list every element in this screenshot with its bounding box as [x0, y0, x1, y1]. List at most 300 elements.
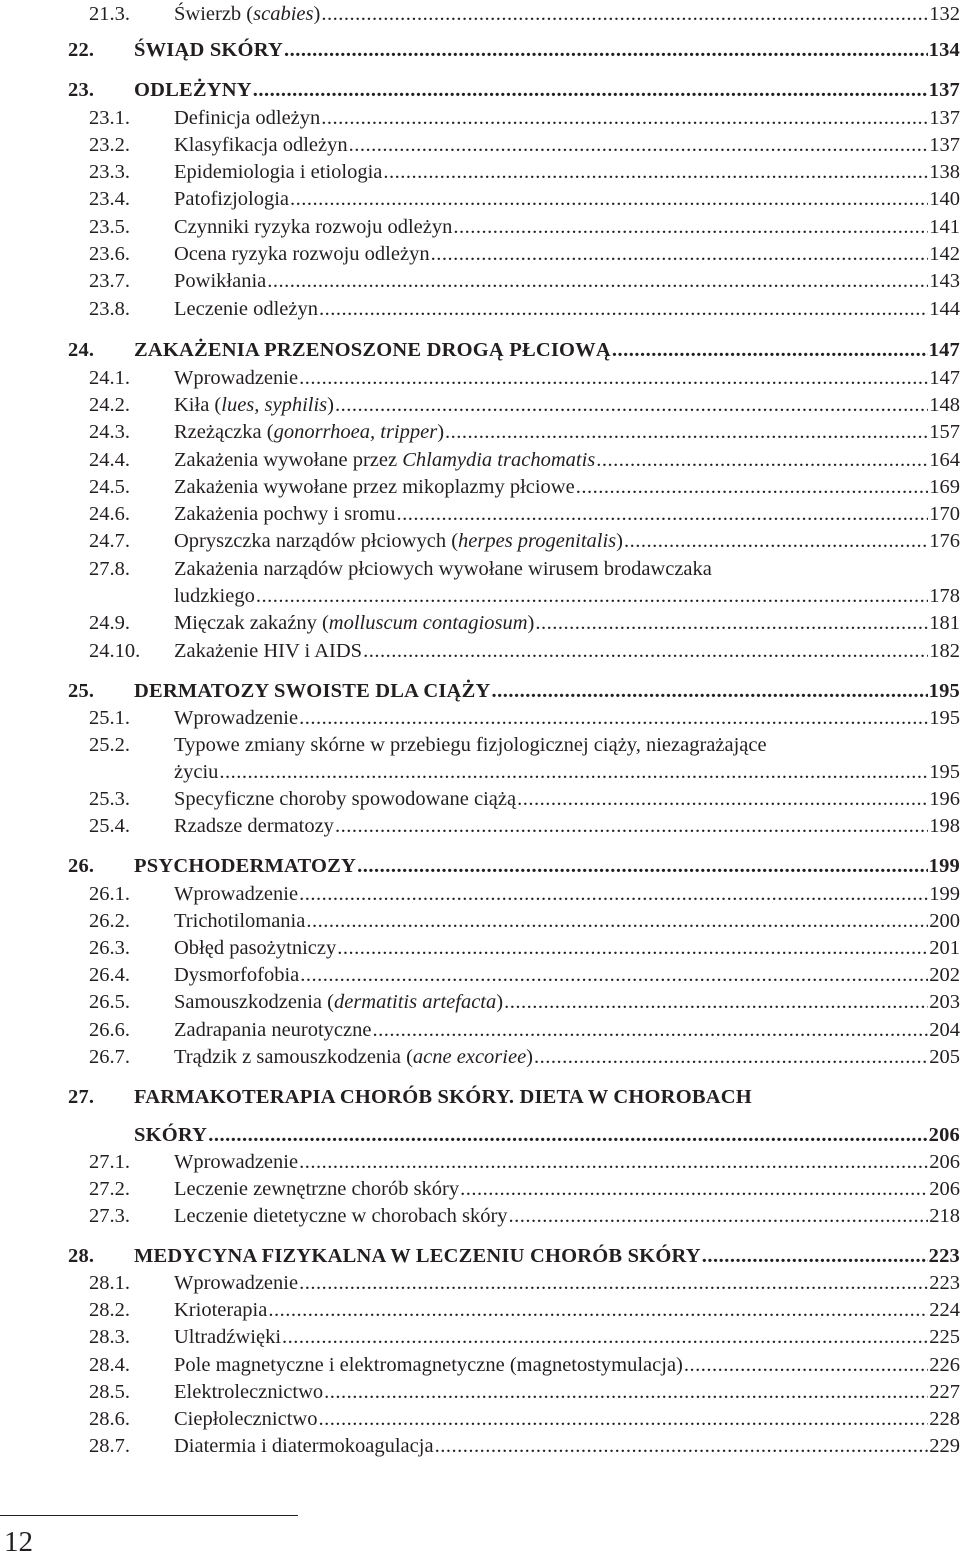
toc-title-text: Diatermia i diatermokoagulacja — [174, 1435, 434, 1457]
toc-title — [174, 1381, 323, 1404]
toc-page-number: 227 — [929, 1381, 960, 1403]
toc-number: 25.1. — [89, 707, 130, 729]
toc-title — [174, 937, 336, 960]
toc-title-text: Epidemiologia i etiologia — [174, 161, 383, 183]
toc-line — [0, 1151, 960, 1178]
leader-dots — [253, 79, 928, 102]
toc-number: 23.8. — [89, 298, 130, 320]
leader-dots — [335, 394, 928, 417]
toc-number: 24.9. — [89, 612, 130, 634]
toc-number: 28.4. — [89, 1354, 130, 1376]
leader-dots — [208, 1124, 927, 1147]
toc-body — [174, 1299, 960, 1322]
page-number: 12 — [4, 1526, 33, 1558]
toc-title-text: Ocena ryzyka rozwoju odleżyn — [174, 243, 430, 265]
toc-title-text: Leczenie odleżyn — [174, 298, 318, 320]
toc-page-number: 138 — [929, 161, 960, 183]
toc-title — [174, 188, 289, 211]
toc-title — [134, 39, 283, 62]
toc-number: 21.3. — [89, 3, 130, 25]
toc-page-number: 195 — [928, 680, 960, 702]
toc-title-text: Czynniki ryzyka rozwoju odleżyn — [174, 216, 453, 238]
leader-dots — [535, 612, 928, 635]
toc-line — [0, 79, 960, 106]
toc-body — [134, 1245, 960, 1268]
leader-dots — [299, 367, 928, 390]
toc-page-number: 198 — [929, 815, 960, 837]
toc-title — [174, 394, 334, 417]
toc-number: 26.5. — [89, 991, 130, 1013]
toc-title-text: Krioterapia — [174, 1299, 268, 1321]
toc-line — [0, 1272, 960, 1299]
toc-line — [0, 680, 960, 707]
toc-body — [174, 1205, 960, 1228]
toc-number: 26.7. — [89, 1046, 130, 1068]
toc-title-text: ZAKAŻENIA PRZENOSZONE DROGĄ PŁCIOWĄ — [134, 339, 611, 361]
toc-title — [174, 815, 334, 838]
toc-title-italic: lues, syphilis — [221, 394, 328, 416]
toc-line — [0, 1435, 960, 1462]
toc-body — [174, 476, 960, 499]
toc-title — [174, 1019, 371, 1042]
toc-line — [0, 855, 960, 882]
toc-body — [134, 1086, 960, 1109]
toc-title-continued: ludzkiego — [174, 585, 255, 607]
toc-title — [174, 243, 430, 266]
toc-line — [0, 298, 960, 325]
toc-line — [0, 707, 960, 734]
toc-line — [0, 1205, 960, 1232]
toc-title — [134, 339, 611, 362]
toc-line — [0, 1381, 960, 1408]
toc-body — [174, 1435, 960, 1458]
toc-line — [0, 270, 960, 297]
toc-title-text: ŚWIĄD SKÓRY — [134, 39, 283, 61]
toc-title — [174, 1326, 281, 1349]
toc-body — [174, 761, 960, 784]
toc-title — [174, 107, 320, 130]
toc-title-text: Dysmorfofobia — [174, 964, 300, 986]
toc-page-number: 170 — [929, 503, 960, 525]
toc-title — [174, 134, 348, 157]
leader-dots — [319, 298, 928, 321]
toc-body — [174, 1019, 960, 1042]
toc-body — [174, 107, 960, 130]
toc-body — [134, 855, 960, 878]
toc-title — [174, 421, 444, 444]
toc-body — [134, 79, 960, 102]
toc-title-after: ) — [327, 394, 334, 416]
toc-title — [174, 640, 362, 663]
toc-line — [0, 530, 960, 557]
toc-title — [174, 883, 298, 906]
toc-title-text: Specyficzne choroby spowodowane ciążą — [174, 788, 517, 810]
toc-body — [174, 612, 960, 635]
leader-dots — [256, 585, 928, 608]
leader-dots — [282, 1326, 928, 1349]
toc-title — [174, 991, 503, 1014]
toc-page-number: 206 — [928, 1124, 960, 1146]
toc-title-text: Rzeżączka ( — [174, 421, 274, 443]
toc-line — [0, 612, 960, 639]
toc-line — [0, 421, 960, 448]
toc-number: 24.1. — [89, 367, 130, 389]
toc-body — [174, 585, 960, 608]
toc-line — [0, 449, 960, 476]
leader-dots — [357, 855, 928, 878]
toc-number: 26.2. — [89, 910, 130, 932]
toc-body — [174, 558, 960, 581]
toc-body — [174, 1381, 960, 1404]
toc-body — [174, 1354, 960, 1377]
toc-line — [0, 1019, 960, 1046]
toc-title — [174, 161, 382, 184]
toc-body — [174, 394, 960, 417]
toc-page-number: 200 — [929, 910, 960, 932]
toc-line — [0, 188, 960, 215]
toc-line — [0, 964, 960, 991]
toc-page-number: 199 — [929, 883, 960, 905]
toc-body — [174, 734, 960, 757]
toc-title-text: PSYCHODERMATOZY — [134, 855, 357, 877]
toc-page-number: 143 — [929, 270, 960, 292]
toc-number: 28.1. — [89, 1272, 130, 1294]
toc-title — [174, 734, 767, 757]
toc-line — [0, 640, 960, 667]
toc-line — [0, 1178, 960, 1205]
toc-line — [0, 134, 960, 161]
toc-title-text: Obłęd pasożytniczy — [174, 937, 337, 959]
toc-line — [0, 1086, 960, 1113]
toc-title-text: Elektrolecznictwo — [174, 1381, 324, 1403]
toc-body — [174, 1151, 960, 1174]
toc-title — [174, 788, 516, 811]
toc-number: 28.2. — [89, 1299, 130, 1321]
toc-body — [134, 339, 960, 362]
toc-body — [174, 188, 960, 211]
toc-line — [0, 734, 960, 761]
toc-page-number: 199 — [928, 855, 960, 877]
toc-number: 24.7. — [89, 530, 130, 552]
toc-number: 28.5. — [89, 1381, 130, 1403]
toc-title — [134, 1245, 701, 1268]
toc-body — [174, 243, 960, 266]
toc-title-text: Zakażenia wywołane przez — [174, 449, 403, 471]
leader-dots — [445, 421, 928, 444]
leader-dots — [435, 1435, 929, 1458]
toc-page-number: 147 — [928, 339, 960, 361]
toc-body — [174, 421, 960, 444]
toc-title-after: ) — [527, 612, 535, 634]
toc-number: 24.10. — [89, 640, 141, 662]
toc-page-number: 137 — [928, 79, 960, 101]
leader-dots — [534, 1046, 928, 1069]
toc-title — [174, 558, 712, 581]
toc-page-number: 206 — [929, 1151, 960, 1173]
toc-page-number: 134 — [928, 39, 960, 61]
leader-dots — [460, 1178, 928, 1201]
leader-dots — [624, 530, 928, 553]
leader-dots — [396, 503, 928, 526]
toc-page-number: 229 — [929, 1435, 960, 1457]
toc-page-number: 147 — [929, 367, 960, 389]
toc-number: 27. — [68, 1086, 95, 1108]
toc-number: 27.1. — [89, 1151, 130, 1173]
toc-title-text: Klasyfikacja odleżyn — [174, 134, 348, 156]
toc-line-continued — [0, 761, 960, 788]
leader-dots — [321, 3, 928, 26]
toc-number: 23.7. — [89, 270, 130, 292]
leader-dots — [363, 640, 928, 663]
toc-number: 23.6. — [89, 243, 130, 265]
leader-dots — [318, 1408, 928, 1431]
toc-page-number: 218 — [929, 1205, 960, 1227]
toc-title — [134, 680, 490, 703]
toc-body — [134, 680, 960, 703]
toc-page-number: 132 — [929, 3, 960, 25]
toc-page-number: 137 — [929, 107, 960, 129]
leader-dots — [267, 270, 928, 293]
toc-title — [174, 707, 298, 730]
toc-body — [174, 3, 960, 26]
toc-number: 24.3. — [89, 421, 130, 443]
toc-title-text: Typowe zmiany skórne w przebiegu fizjologicznej ciąży, niezagrażające — [174, 734, 767, 756]
toc-title-text: Trichotilomania — [174, 910, 306, 932]
toc-page-number: 144 — [929, 298, 960, 320]
toc-title — [174, 964, 299, 987]
toc-page-number: 142 — [929, 243, 960, 265]
toc-page-number: 137 — [929, 134, 960, 156]
toc-body — [174, 1272, 960, 1295]
toc-number: 25.4. — [89, 815, 130, 837]
toc-number: 26.1. — [89, 883, 130, 905]
toc-number: 24. — [68, 339, 95, 361]
toc-body — [174, 937, 960, 960]
toc-title — [174, 1046, 533, 1069]
toc-title-italic: herpes progenitalis — [458, 530, 617, 552]
toc-title-italic: dermatitis artefacta — [333, 991, 497, 1013]
toc-line — [0, 216, 960, 243]
toc-title-text: Zadrapania neurotyczne — [174, 1019, 372, 1041]
leader-dots — [299, 1151, 928, 1174]
toc-line — [0, 476, 960, 503]
toc-body — [174, 161, 960, 184]
toc-title — [174, 1435, 434, 1458]
toc-title — [174, 1354, 683, 1377]
toc-page-number: 204 — [929, 1019, 960, 1041]
toc-page-number: 148 — [929, 394, 960, 416]
toc-number: 26.4. — [89, 964, 130, 986]
toc-title — [134, 1086, 752, 1109]
toc-title-text: Świerzb ( — [174, 3, 254, 25]
toc-line — [0, 1354, 960, 1381]
toc-body — [174, 707, 960, 730]
toc-title — [174, 298, 318, 321]
toc-page-number: 202 — [929, 964, 960, 986]
toc-title-text: Kiła ( — [174, 394, 222, 416]
toc-body — [174, 530, 960, 553]
toc-body — [174, 1046, 960, 1069]
toc-title-text: Wprowadzenie — [174, 1272, 299, 1294]
toc-line — [0, 1046, 960, 1073]
toc-body — [174, 1178, 960, 1201]
toc-title — [174, 1408, 317, 1431]
toc-title-text: DERMATOZY SWOISTE DLA CIĄŻY — [134, 680, 491, 702]
toc-title-continued: życiu — [174, 761, 219, 783]
toc-title-text: Ciepłolecznictwo — [174, 1408, 318, 1430]
toc-title — [174, 449, 595, 472]
toc-title-text: Wprowadzenie — [174, 883, 299, 905]
toc-page-number: 169 — [929, 476, 960, 498]
toc-title-italic: gonorrhoea, tripper — [273, 421, 438, 443]
toc-body — [134, 1124, 960, 1147]
toc-body — [174, 910, 960, 933]
leader-dots — [299, 707, 928, 730]
toc-line — [0, 3, 960, 30]
toc-body — [174, 788, 960, 811]
toc-number: 23.3. — [89, 161, 130, 183]
toc-title — [174, 612, 534, 635]
toc-body — [174, 449, 960, 472]
toc-title — [174, 476, 575, 499]
toc-number: 28.6. — [89, 1408, 130, 1430]
toc-title-text: Zakażenie HIV i AIDS — [174, 640, 363, 662]
toc-body — [174, 298, 960, 321]
toc-number: 26.3. — [89, 937, 130, 959]
toc-page-number: 223 — [929, 1272, 960, 1294]
leader-dots — [284, 39, 928, 62]
toc-title — [174, 910, 305, 933]
toc-title-text: Wprowadzenie — [174, 367, 299, 389]
toc-number: 23.2. — [89, 134, 130, 156]
toc-title — [174, 270, 266, 293]
toc-line — [0, 1299, 960, 1326]
toc-page-number: 157 — [929, 421, 960, 443]
leader-dots — [337, 937, 928, 960]
toc-title-italic: scabies — [253, 3, 314, 25]
toc-page-number: 201 — [929, 937, 960, 959]
leader-dots — [431, 243, 929, 266]
toc-title — [174, 1151, 298, 1174]
toc-page-number: 223 — [928, 1245, 960, 1267]
toc-title-after: ) — [313, 3, 321, 25]
toc-body — [174, 270, 960, 293]
toc-title-after: ) — [496, 991, 504, 1013]
toc-title-text: Powikłania — [174, 270, 267, 292]
toc-body — [174, 883, 960, 906]
leader-dots — [383, 161, 928, 184]
toc-number: 27.2. — [89, 1178, 130, 1200]
toc-title-after: ) — [616, 530, 623, 552]
toc-line — [0, 367, 960, 394]
toc-number: 26.6. — [89, 1019, 130, 1041]
toc-page-number: 206 — [929, 1178, 960, 1200]
toc-page-number: 228 — [929, 1408, 960, 1430]
toc-page-number: 176 — [929, 530, 960, 552]
leader-dots — [321, 107, 928, 130]
toc-page-number: 178 — [929, 585, 960, 607]
toc-title-text: Trądzik z samouszkodzenia ( — [174, 1046, 413, 1068]
toc-number: 24.6. — [89, 503, 130, 525]
toc-title-after: ) — [437, 421, 445, 443]
toc-title-text: Leczenie dietetyczne w chorobach skóry — [174, 1205, 508, 1227]
toc-page-number: 141 — [929, 216, 960, 238]
toc-page-number: 140 — [929, 188, 960, 210]
toc-number: 25.2. — [89, 734, 130, 756]
toc-line — [0, 339, 960, 366]
toc-title-text: Wprowadzenie — [174, 1151, 299, 1173]
leader-dots — [453, 216, 928, 239]
toc-page-number: 164 — [929, 449, 960, 471]
leader-dots — [702, 1245, 928, 1268]
toc-title — [174, 216, 452, 239]
toc-title — [174, 1299, 267, 1322]
toc-title-text: Ultradźwięki — [174, 1326, 282, 1348]
toc-number: 24.2. — [89, 394, 130, 416]
toc-number: 23.1. — [89, 107, 130, 129]
toc-title-continued: SKÓRY — [134, 1124, 208, 1146]
leader-dots — [576, 476, 929, 499]
leader-dots — [299, 1272, 928, 1295]
toc-title — [174, 1178, 459, 1201]
toc-line — [0, 937, 960, 964]
leader-dots — [324, 1381, 928, 1404]
toc-number: 23. — [68, 79, 95, 101]
toc-page-number: 226 — [929, 1354, 960, 1376]
leader-dots — [596, 449, 928, 472]
leader-dots — [372, 1019, 928, 1042]
toc-line — [0, 815, 960, 842]
toc-title-text: Pole magnetyczne i elektromagnetyczne (magnetostymulacja) — [174, 1354, 683, 1376]
toc-line — [0, 788, 960, 815]
leader-dots — [335, 815, 928, 838]
toc-body — [174, 991, 960, 1014]
toc-page-number: 224 — [929, 1299, 960, 1321]
toc-body — [174, 503, 960, 526]
toc-line-continued — [0, 585, 960, 612]
leader-dots — [612, 339, 928, 362]
leader-dots — [504, 991, 928, 1014]
toc-title-text: Definicja odleżyn — [174, 107, 321, 129]
toc-title — [134, 79, 252, 102]
toc-line — [0, 883, 960, 910]
toc-title-text: Zakażenia wywołane przez mikoplazmy płciowe — [174, 476, 575, 498]
toc-title — [174, 367, 298, 390]
toc-title-text: Wprowadzenie — [174, 707, 299, 729]
toc-number: 22. — [68, 39, 95, 61]
toc-line-continued — [0, 1124, 960, 1151]
toc-title-text: ODLEŻYNY — [134, 79, 252, 101]
toc-title — [174, 530, 623, 553]
toc-title-text: Leczenie zewnętrzne chorób skóry — [174, 1178, 460, 1200]
toc-title-after: ) — [526, 1046, 533, 1068]
toc-line — [0, 161, 960, 188]
toc-line — [0, 910, 960, 937]
leader-dots — [517, 788, 928, 811]
toc-number: 27.3. — [89, 1205, 130, 1227]
leader-dots — [306, 910, 928, 933]
toc-title — [174, 1205, 508, 1228]
toc-title — [174, 3, 320, 26]
toc-number: 24.5. — [89, 476, 130, 498]
toc-title-text: Zakażenia pochwy i sromu — [174, 503, 396, 525]
toc-line — [0, 243, 960, 270]
toc-line — [0, 1245, 960, 1272]
toc-title-text: Rzadsze dermatozy — [174, 815, 334, 837]
leader-dots — [349, 134, 929, 157]
toc-body — [174, 134, 960, 157]
toc-line — [0, 1326, 960, 1353]
